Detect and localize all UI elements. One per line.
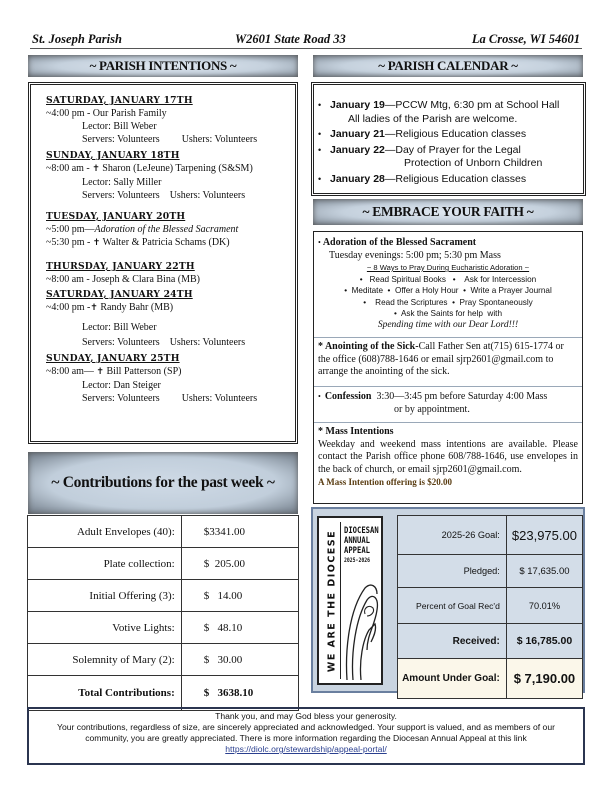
- calendar-text: —Religious Education classes: [384, 172, 527, 185]
- lector-line: Lector: Sally Miller: [82, 177, 162, 188]
- mass-intention: Randy Bahr (MB): [97, 302, 174, 313]
- mass-line: [46, 365, 295, 379]
- intentions-title: ~ PARISH INTENTIONS ~: [89, 58, 237, 73]
- intentions-box: [28, 82, 298, 444]
- confession-heading: Confession: [324, 391, 372, 402]
- calendar-date: January 19: [330, 99, 385, 111]
- mass-time: ~5:00 pm—: [46, 224, 95, 235]
- appeal-logo: [317, 516, 383, 685]
- calendar-item: [316, 99, 579, 113]
- intention-day: [46, 352, 295, 405]
- table-row: [398, 659, 583, 699]
- parish-name: St. Joseph Parish: [32, 32, 122, 46]
- intentions-title-bar: [28, 55, 298, 77]
- row-value: 70.01%: [506, 588, 582, 624]
- mass-intentions-heading: * Mass Intentions: [318, 426, 394, 437]
- table-row: [28, 548, 299, 580]
- parish-address: W2601 State Road 33: [235, 32, 346, 46]
- mass-intention-offering: A Mass Intention offering is $20.00: [318, 477, 453, 487]
- calendar-date: January 21: [330, 128, 385, 140]
- contributions-table: [27, 515, 299, 711]
- ways-title: ~ 8 Ways to Pray During Eucharistic Adoration ~: [366, 263, 530, 272]
- day-heading: SUNDAY, JANUARY 25TH: [46, 353, 180, 364]
- intention-day: [46, 149, 295, 202]
- ways-row: • Ask the Saints for help with: [394, 309, 502, 318]
- row-value: $ 16,785.00: [506, 624, 582, 659]
- row-value: $ 205.00: [181, 548, 298, 580]
- calendar-date: January 28: [330, 172, 385, 185]
- mass-intentions-section: [314, 423, 582, 492]
- mass-intention: Bill Patterson (SP): [103, 366, 182, 377]
- row-label: Received:: [398, 624, 507, 659]
- lector-line: Lector: Dan Steiger: [82, 380, 161, 391]
- day-heading: SUNDAY, JANUARY 18TH: [46, 150, 180, 161]
- intention-day: [46, 210, 295, 250]
- intention-day: [46, 288, 295, 349]
- footer-box: [27, 707, 585, 765]
- ushers: Ushers: Volunteers: [169, 190, 246, 201]
- ways-row: • Read Spiritual Books • Ask for Intercession: [359, 274, 537, 284]
- adoration-text: Adoration of the Blessed Sacrament: [94, 224, 239, 235]
- confession-section: [314, 387, 582, 423]
- mass-line: [46, 236, 295, 250]
- confession-cont: or by appointment.: [394, 403, 470, 415]
- praying-figure-icon: [343, 580, 381, 680]
- mass-intention: Sharon (LeJeune) Tarpening (S&SM): [99, 163, 253, 174]
- row-value: $ 14.00: [181, 580, 298, 612]
- ways-row: • Meditate • Offer a Holy Hour • Write a Prayer Journal: [344, 286, 552, 295]
- calendar-text: —PCCW Mtg, 6:30 pm at School Hall: [384, 99, 560, 111]
- ways-row: • Read the Scriptures • Pray Spontaneously: [363, 297, 533, 307]
- faith-title-bar: [313, 199, 583, 225]
- logo-line: DIOCESAN: [344, 526, 379, 536]
- anointing-section: [314, 338, 582, 387]
- row-value: $23,975.00: [506, 516, 582, 555]
- mass-time: ~8:00 am -: [46, 163, 93, 174]
- row-label: Percent of Goal Rec'd: [398, 588, 507, 624]
- appeal-link[interactable]: https://diolc.org/stewardship/appeal-portal/: [225, 744, 387, 754]
- row-value: $3341.00: [181, 516, 298, 548]
- ushers: Ushers: Volunteers: [181, 393, 258, 404]
- servers: Servers: Volunteers: [82, 134, 160, 145]
- contributions-title: ~ Contributions for the past week ~: [51, 474, 275, 491]
- total-row: [28, 676, 299, 711]
- footer-message: Your contributions, regardless of size, are sincerely appreciated and acknowledged. Your support is valued, and as members of our community, you are greatly appreciated. There is more information regarding the Diocesan Annual Appeal at this link: [57, 722, 555, 743]
- faith-title: ~ EMBRACE YOUR FAITH ~: [362, 204, 534, 219]
- mass-line: ~8:00 am - Joseph & Clara Bina (MB): [46, 274, 200, 285]
- contributions-title-bar: [28, 452, 298, 514]
- intention-day: [46, 94, 295, 146]
- adoration-heading-line: [318, 237, 578, 250]
- servers-line: [46, 392, 295, 405]
- logo-line: APPEAL: [344, 546, 371, 556]
- calendar-box: [311, 82, 586, 196]
- calendar-item-cont: All ladies of the Parish are welcome.: [348, 112, 518, 125]
- day-heading: SATURDAY, JANUARY 24TH: [46, 289, 193, 300]
- ushers: Ushers: Volunteers: [169, 337, 246, 348]
- calendar-title: ~ PARISH CALENDAR ~: [378, 58, 518, 73]
- row-value: $ 48.10: [181, 612, 298, 644]
- calendar-item: [316, 128, 579, 142]
- parish-city: La Crosse, WI 54601: [471, 32, 580, 46]
- calendar-title-bar: [313, 55, 583, 77]
- table-row: [28, 516, 299, 548]
- table-row: [398, 624, 583, 659]
- cross-icon: ✝: [96, 367, 104, 377]
- appeal-panel: [311, 507, 585, 693]
- row-value: $ 30.00: [181, 644, 298, 676]
- row-label: Solemnity of Mary (2):: [28, 644, 182, 676]
- lector-line: Lector: Bill Weber: [82, 322, 157, 333]
- adoration-section: [314, 232, 582, 338]
- calendar-item: [316, 173, 579, 187]
- table-row: [398, 588, 583, 624]
- appeal-table: [397, 515, 583, 699]
- row-label: Votive Lights:: [28, 612, 182, 644]
- calendar-item-cont: Protection of Unborn Children: [404, 157, 543, 169]
- row-label: Adult Envelopes (40):: [28, 516, 182, 548]
- confession-text: 3:30—3:45 pm before Saturday 4:00 Mass: [376, 391, 548, 402]
- row-label: Plate collection:: [28, 548, 182, 580]
- logo-side-band: [324, 522, 341, 679]
- total-label: Total Contributions:: [28, 676, 182, 711]
- table-row: [28, 644, 299, 676]
- cross-icon: ✝: [90, 303, 98, 313]
- calendar-date: January 22: [330, 143, 385, 156]
- cross-icon: ✝: [92, 164, 100, 174]
- servers-line: [46, 133, 295, 146]
- calendar-text: —Day of Prayer for the Legal: [384, 143, 521, 156]
- anointing-text: Call Father Sen at(715) 615-1774 or the office (608)788-1646 or email sjrp2601@gmail.com to arrange the anointing of the sick.: [318, 341, 564, 377]
- day-heading: THURSDAY, JANUARY 22TH: [46, 261, 195, 272]
- servers: Servers: Volunteers: [82, 190, 160, 201]
- day-heading: SATURDAY, JANUARY 17TH: [46, 95, 193, 106]
- row-label: Amount Under Goal:: [398, 659, 507, 699]
- adoration-closing: Spending time with our Dear Lord!!!: [377, 319, 519, 330]
- cross-icon: ✝: [92, 238, 101, 248]
- anointing-heading: * Anointing of the Sick-: [318, 341, 419, 352]
- confession-line: [318, 391, 578, 404]
- ushers: Ushers: Volunteers: [181, 134, 258, 145]
- intention-day: [46, 260, 295, 286]
- lector-line: Lector: Bill Weber: [82, 121, 157, 132]
- logo-line: 2025-2026: [344, 557, 371, 564]
- calendar-item: [316, 144, 579, 158]
- servers-line: [46, 189, 295, 202]
- table-row: [28, 612, 299, 644]
- row-label: 2025-26 Goal:: [398, 516, 507, 555]
- calendar-text: —Religious Education classes: [384, 128, 527, 140]
- footer-thanks: Thank you, and may God bless your generosity.: [215, 711, 397, 721]
- adoration-heading: Adoration of the Blessed Sacrament: [322, 237, 477, 248]
- page-header: [30, 30, 582, 49]
- mass-intention: Walter & Patricia Schams (DK): [100, 237, 230, 248]
- servers: Servers: Volunteers: [82, 393, 160, 404]
- logo-title: [344, 526, 379, 566]
- adoration-times: Tuesday evenings: 5:00 pm; 5:30 pm Mass: [329, 249, 501, 261]
- servers-line: [46, 336, 295, 349]
- row-label: Pledged:: [398, 555, 507, 588]
- day-heading: TUESDAY, JANUARY 20TH: [46, 211, 186, 222]
- total-value: $ 3638.10: [181, 676, 298, 711]
- faith-box: [313, 231, 583, 504]
- mass-line: ~4:00 pm - Our Parish Family: [46, 108, 167, 119]
- bullet-icon: •: [318, 392, 325, 401]
- mass-line: [46, 223, 295, 236]
- row-value: $ 17,635.00: [506, 555, 582, 588]
- mass-time: ~4:00 pm -: [46, 302, 91, 313]
- table-row: [28, 580, 299, 612]
- table-row: [398, 555, 583, 588]
- row-label: Initial Offering (3):: [28, 580, 182, 612]
- table-row: [398, 516, 583, 555]
- bullet-icon: •: [318, 238, 323, 247]
- mass-time: ~5:30 pm -: [46, 237, 93, 248]
- row-value: $ 7,190.00: [506, 659, 582, 699]
- servers: Servers: Volunteers: [82, 337, 160, 348]
- mass-line: [46, 162, 295, 176]
- mass-time: ~8:00 am—: [46, 366, 97, 377]
- mass-intentions-text: Weekday and weekend mass intentions are available. Please contact the Parish office phone 608/788-1646, use envelopes in the back of church, or email sjrp2601@gmail.com.: [318, 438, 578, 475]
- logo-side-text: WE ARE THE DIOCESE: [326, 529, 338, 672]
- mass-line: [46, 301, 295, 315]
- logo-line: ANNUAL: [344, 536, 371, 546]
